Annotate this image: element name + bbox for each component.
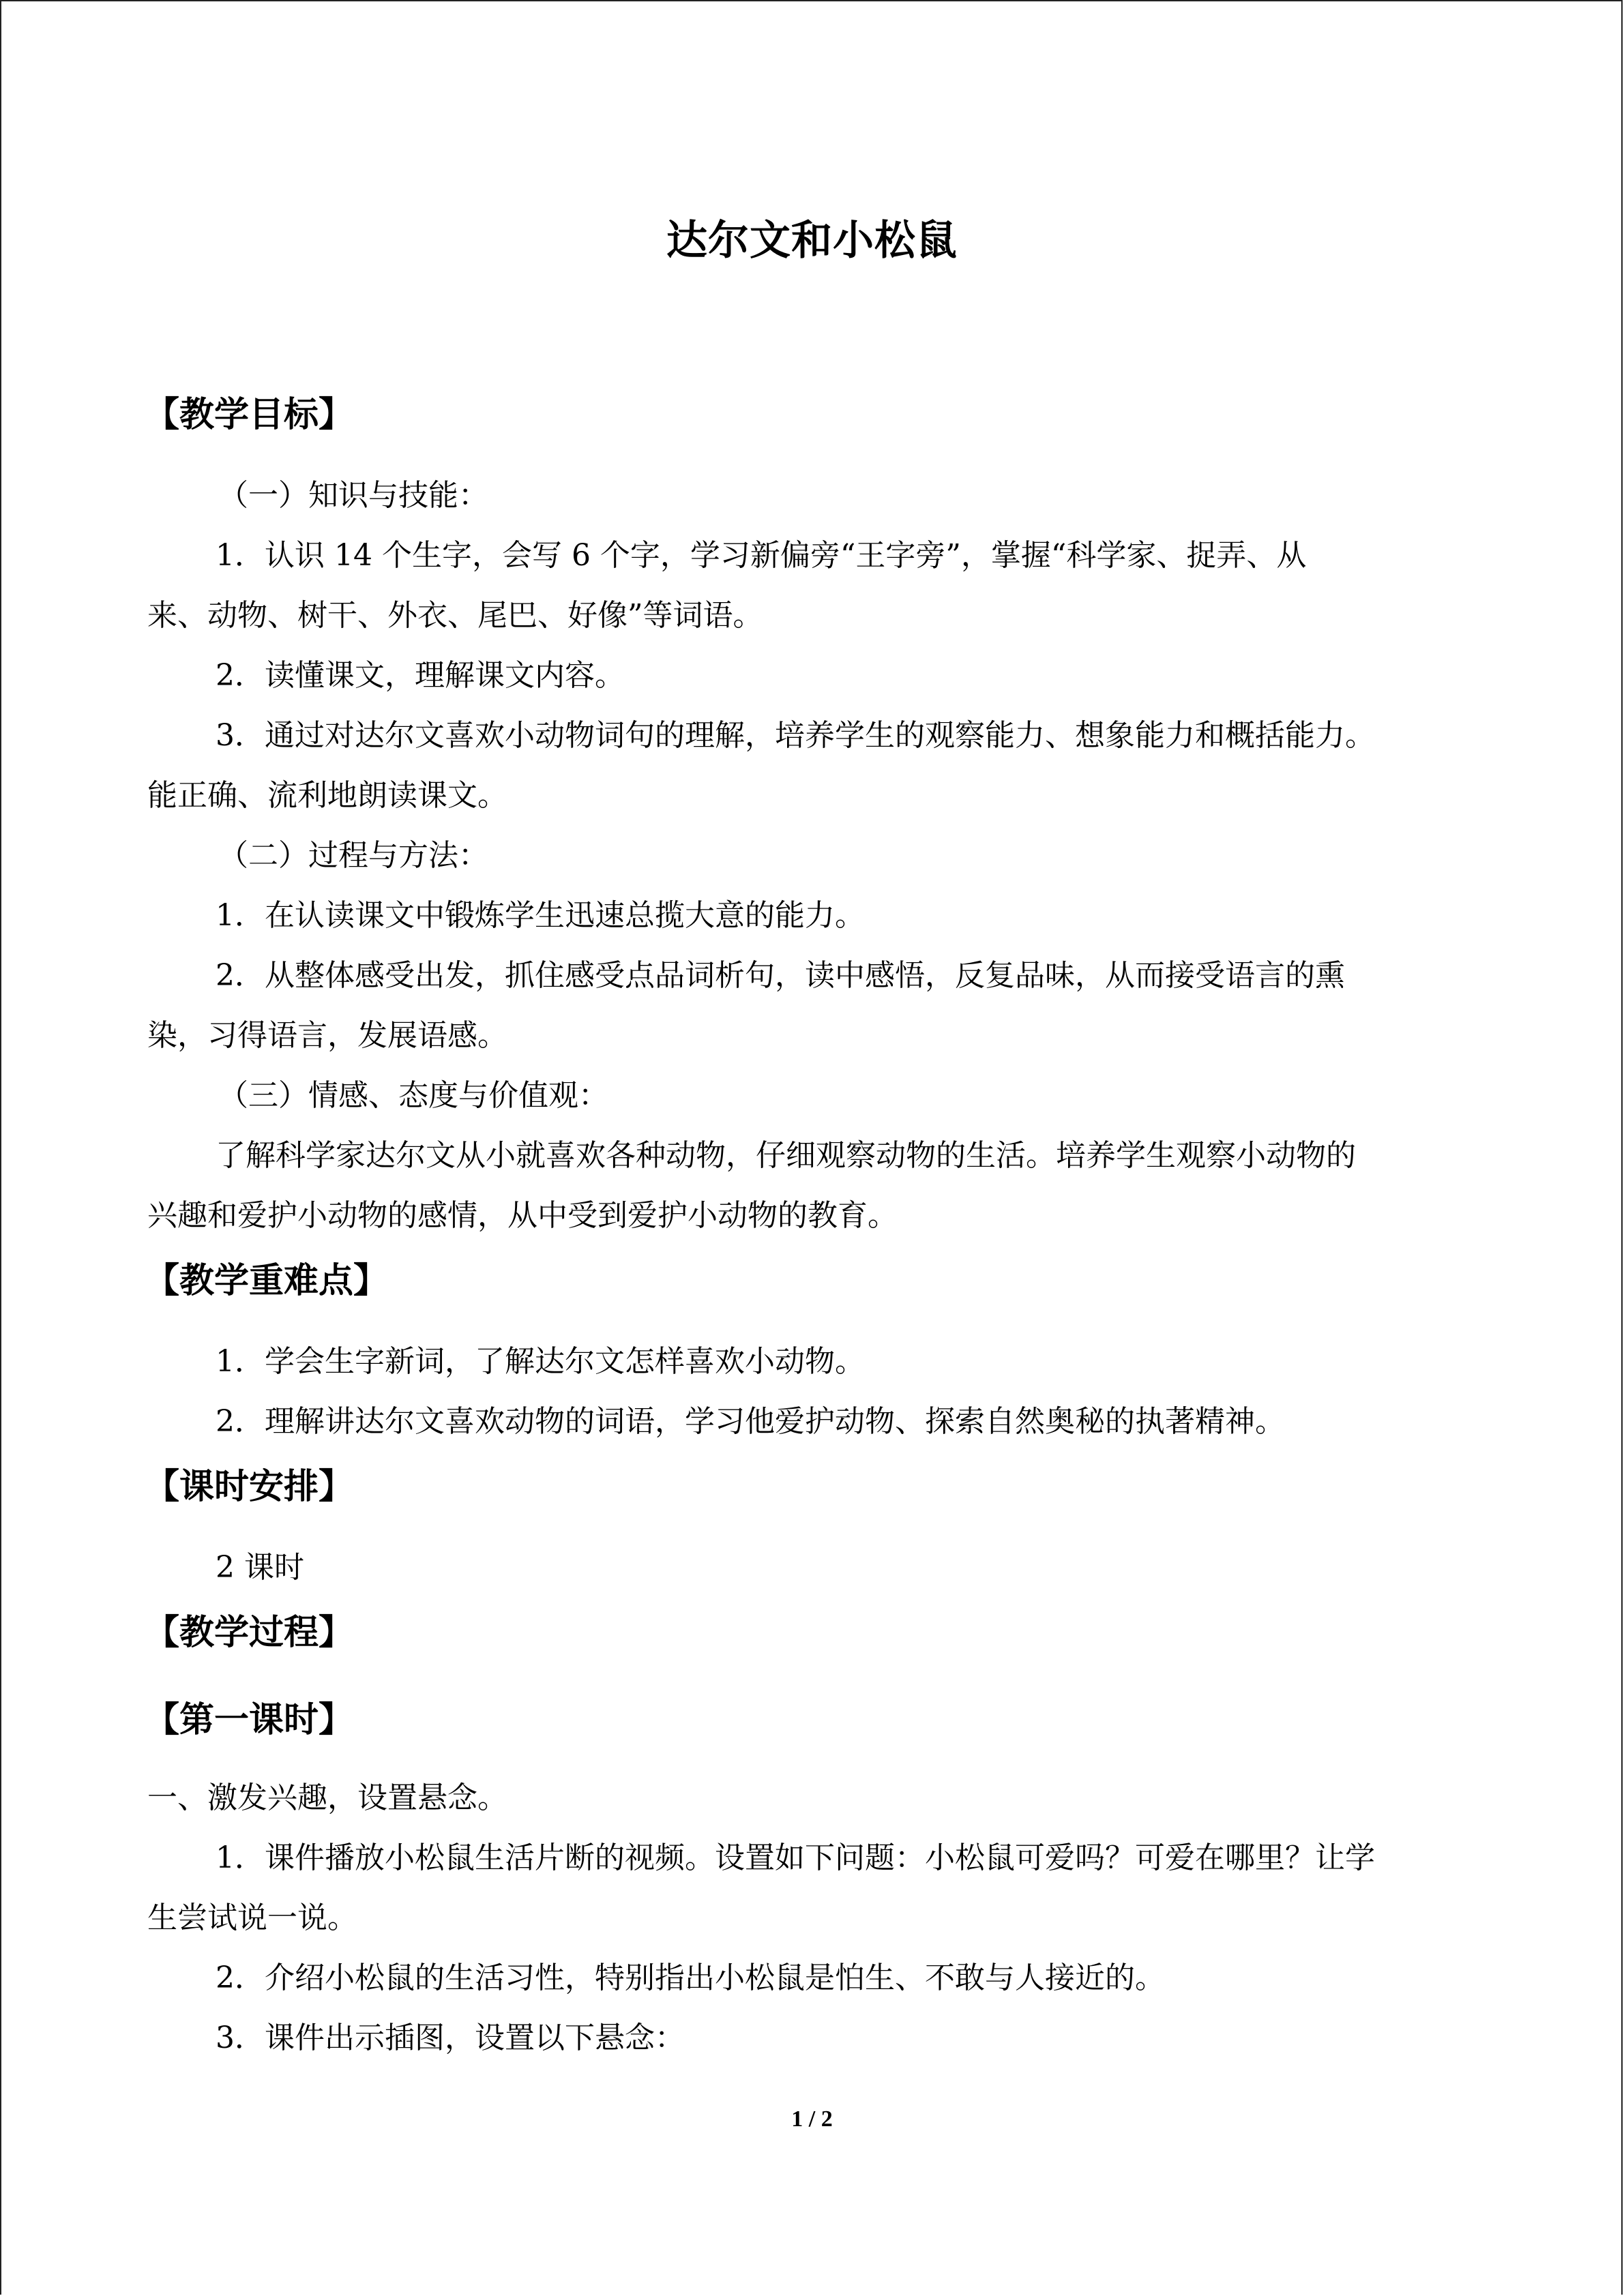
goals-paragraph-3-line-2: 能正确、流利地朗读课文。 xyxy=(147,778,507,813)
goals-paragraph-5-line-1: 2．从整体感受出发，抓住感受点品词析句，读中感悟，反复品味，从而接受语言的熏 xyxy=(216,958,1345,993)
goals-paragraph-1-line-2: 来、动物、树干、外衣、尾巴、好像”等词语。 xyxy=(147,598,763,633)
lesson1-paragraph-2: 2．介绍小松鼠的生活习性，特别指出小松鼠是怕生、不敢与人接近的。 xyxy=(216,1960,1165,1995)
keypoints-paragraph-1: 1．学会生字新词，了解达尔文怎样喜欢小动物。 xyxy=(216,1344,865,1379)
lesson1-step-1: 一、激发兴趣，设置悬念。 xyxy=(147,1780,507,1815)
keypoints-paragraph-2: 2．理解讲达尔文喜欢动物的词语，学习他爱护动物、探索自然奥秘的执著精神。 xyxy=(216,1404,1285,1439)
goals-paragraph-6-line-1: 了解科学家达尔文从小就喜欢各种动物，仔细观察动物的生活。培养学生观察小动物的 xyxy=(216,1138,1356,1173)
page-number: 1 / 2 xyxy=(791,2106,833,2132)
heading-teaching-process: 【教学过程】 xyxy=(145,1612,354,1653)
goals-subheading-knowledge: （一）知识与技能： xyxy=(218,478,488,513)
lesson1-paragraph-1-line-1: 1．课件播放小松鼠生活片断的视频。设置如下问题：小松鼠可爱吗？可爱在哪里？让学 xyxy=(216,1840,1375,1875)
goals-paragraph-3-line-1: 3．通过对达尔文喜欢小动物词句的理解，培养学生的观察能力、想象能力和概括能力。 xyxy=(216,718,1375,753)
goals-subheading-process: （二）过程与方法： xyxy=(218,838,488,873)
heading-key-points: 【教学重难点】 xyxy=(145,1260,389,1301)
goals-subheading-values: （三）情感、态度与价值观： xyxy=(218,1078,608,1113)
heading-first-lesson: 【第一课时】 xyxy=(145,1699,354,1740)
goals-paragraph-2: 2．读懂课文，理解课文内容。 xyxy=(216,658,625,693)
goals-paragraph-1-line-1: 1．认识 14 个生字，会写 6 个字，学习新偏旁“王字旁”，掌握“科学家、捉弄、从 xyxy=(216,538,1307,573)
goals-paragraph-5-line-2: 染，习得语言，发展语感。 xyxy=(147,1018,507,1053)
lesson1-paragraph-3: 3．课件出示插图，设置以下悬念： xyxy=(216,2021,685,2055)
heading-teaching-goals: 【教学目标】 xyxy=(145,394,354,435)
lesson1-paragraph-1-line-2: 生尝试说一说。 xyxy=(147,1900,357,1935)
goals-paragraph-6-line-2: 兴趣和爱护小动物的感情，从中受到爱护小动物的教育。 xyxy=(147,1198,898,1233)
heading-schedule: 【课时安排】 xyxy=(145,1466,354,1507)
schedule-paragraph-1: 2 课时 xyxy=(216,1550,304,1585)
goals-paragraph-4: 1．在认读课文中锻炼学生迅速总揽大意的能力。 xyxy=(216,898,865,933)
document-title: 达尔文和小松鼠 xyxy=(666,217,958,265)
